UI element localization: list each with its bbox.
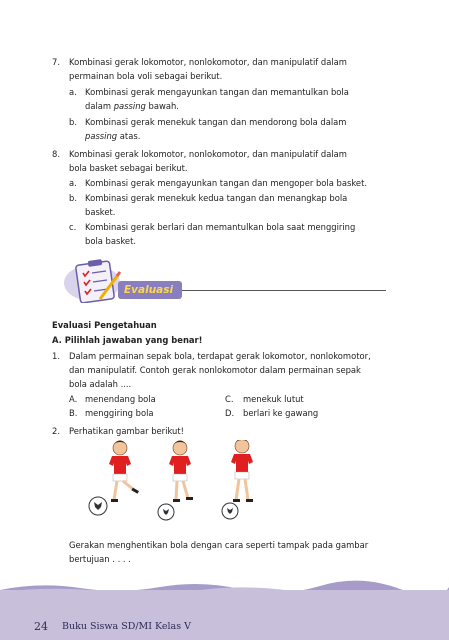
mc1-number: 1.	[52, 351, 60, 361]
q8-number: 8.	[52, 149, 60, 159]
mc2-line-1: Perhatikan gambar berikut!	[69, 426, 184, 436]
mc1-option-b-letter: B.	[69, 408, 78, 418]
mc2-after-line-2: bertujuan . . . .	[69, 554, 131, 564]
mc1-option-c: menekuk lutut	[243, 394, 304, 404]
section-title: Evaluasi Pengetahuan	[52, 320, 157, 330]
book-title: Buku Siswa SD/MI Kelas V	[62, 621, 191, 632]
part-a-instruction: A. Pilihlah jawaban yang benar!	[52, 335, 203, 345]
mc1-line-1: Dalam permainan sepak bola, terdapat gerak lokomotor, nonlokomotor,	[69, 351, 371, 361]
mc1-option-c-letter: C.	[225, 394, 234, 404]
q8a-letter: a.	[69, 178, 77, 188]
mc1-option-b: menggiring bola	[85, 408, 154, 418]
q8c-line-1: Kombinasi gerak berlari dan memantulkan bola saat menggiring	[85, 222, 356, 232]
q8c-line-2: bola basket.	[85, 236, 137, 246]
q7a-line-2: dalam passing bawah.	[85, 101, 179, 111]
q7b-letter: b.	[69, 117, 77, 127]
soccer-trapping-illustration	[80, 440, 280, 530]
mc1-option-d: berlari ke gawang	[243, 408, 319, 418]
mc1-option-d-letter: D.	[225, 408, 235, 418]
q8b-line-2: basket.	[85, 207, 116, 217]
mc1-line-2: dan manipulatif. Contoh gerak nonlokomotor dalam permainan sepak	[69, 365, 361, 375]
mc2-number: 2.	[52, 426, 60, 436]
mc1-option-a: menendang bola	[85, 394, 156, 404]
q7b-line-2: passing atas.	[85, 131, 141, 141]
q7-line-1: Kombinasi gerak lokomotor, nonlokomotor, dan manipulatif dalam	[69, 57, 347, 67]
q8a-line-1: Kombinasi gerak mengayunkan tangan dan mengoper bola basket.	[85, 178, 368, 188]
page-number: 24	[34, 620, 48, 633]
q8b-line-1: Kombinasi gerak menekuk kedua tangan dan menangkap bola	[85, 193, 348, 203]
clipboard-checklist-icon	[62, 255, 124, 303]
mc2-after-line-1: Gerakan menghentikan bola dengan cara seperti tampak pada gambar	[69, 540, 369, 550]
q8-line-1: Kombinasi gerak lokomotor, nonlokomotor, dan manipulatif dalam	[69, 149, 347, 159]
q7a-line-1: Kombinasi gerak mengayunkan tangan dan memantulkan bola	[85, 87, 349, 97]
q8-line-2: bola basket sebagai berikut.	[69, 163, 188, 173]
mc1-line-3: bola adalah ....	[69, 379, 132, 389]
q7-line-2: permainan bola voli sebagai berikut.	[69, 71, 223, 81]
q8b-letter: b.	[69, 193, 77, 203]
q7-number: 7.	[52, 57, 60, 67]
q8c-letter: c.	[69, 222, 77, 232]
q7a-letter: a.	[69, 87, 77, 97]
mc1-option-a-letter: A.	[69, 394, 78, 404]
q7b-line-1: Kombinasi gerak menekuk tangan dan mendorong bola dalam	[85, 117, 347, 127]
evaluasi-banner-label: Evaluasi	[124, 284, 174, 296]
